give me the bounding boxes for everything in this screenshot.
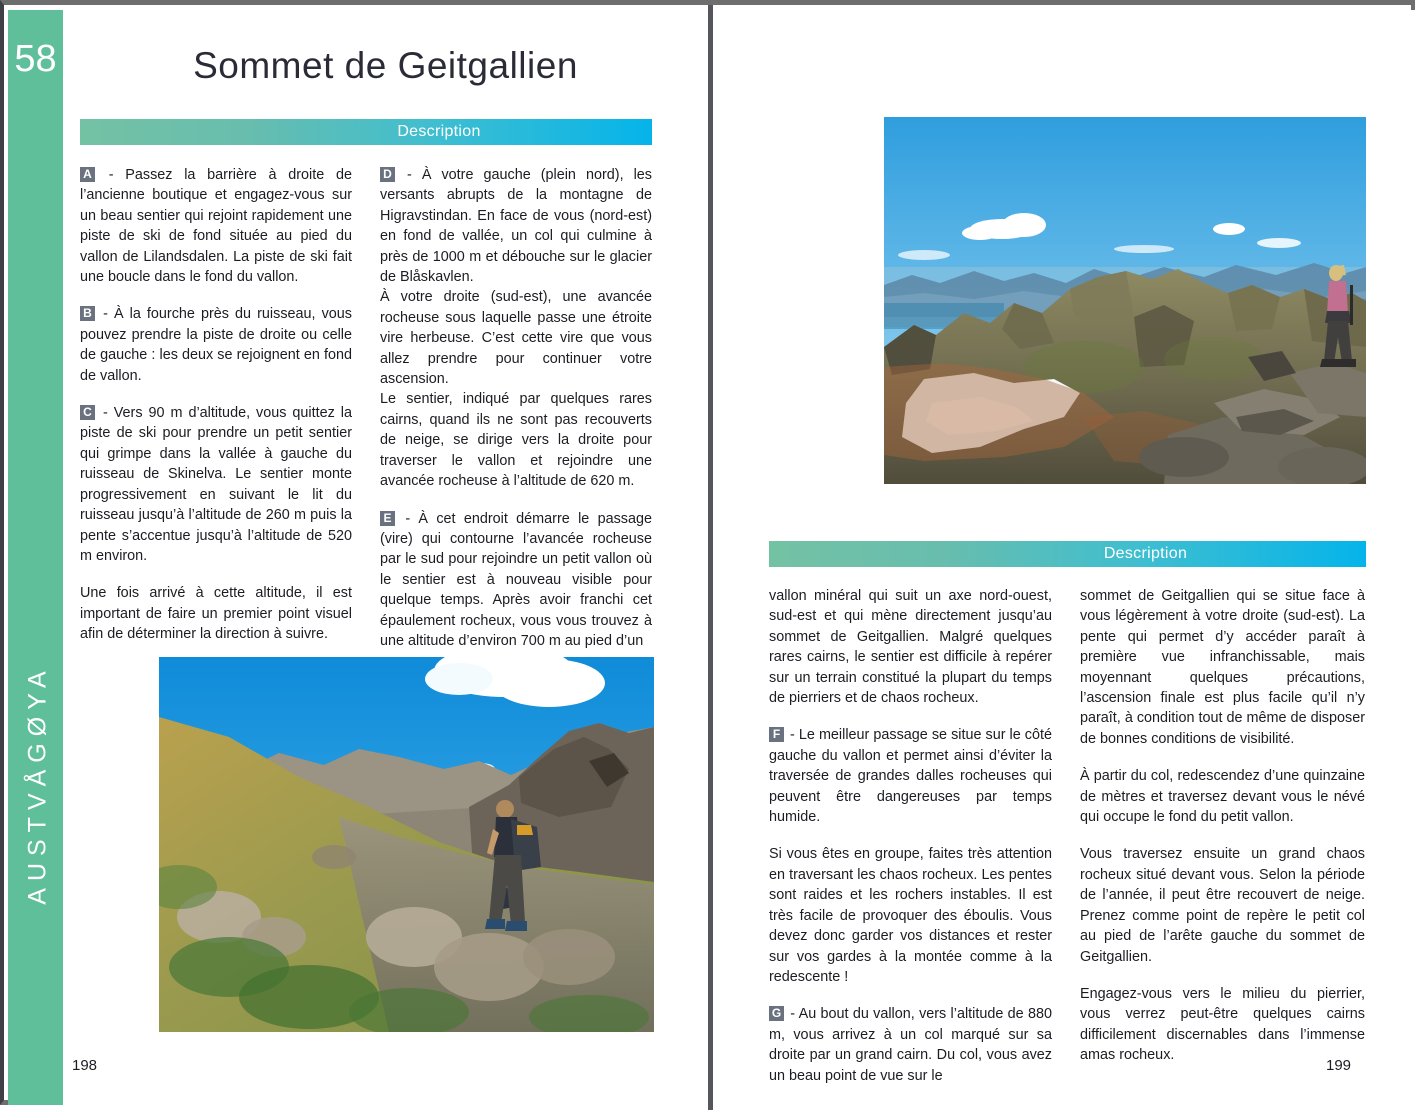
description-banner-right-label: Description	[1103, 545, 1188, 562]
description-banner-right	[769, 541, 1366, 567]
left-column-two	[380, 165, 652, 651]
paragraph-from-col: À partir du col, redescendez d’une quinzaine de mètres et traversez devant vous le névé qui occupe le fond du petit vallon.	[1080, 768, 1365, 826]
step-badge-f: F	[769, 727, 784, 742]
paragraph-c	[80, 403, 352, 566]
paragraph-g	[769, 1004, 1052, 1086]
description-banner-left-label: Description	[397, 123, 481, 140]
paragraph-b	[80, 304, 352, 386]
step-badge-a: A	[80, 167, 95, 182]
description-banner-left	[80, 119, 652, 145]
book-spine	[708, 5, 713, 1110]
paragraph-a	[80, 165, 352, 287]
paragraph-group-warning: Si vous êtes en groupe, faites très attention en traversant les chaos rocheux. Les pentes sont raides et les rochers instables. Il est très facile de provoquer des éboulis. Vous devez donc garder vos distances et rester sur vos gardes à la montée comme à la redescente !	[769, 846, 1052, 985]
paragraph-continued: vallon minéral qui suit un axe nord-ouest, sud-est et qui mène directement jusqu’au sommet de Geitgallien. Malgré quelques rares cairns, le sentier est difficile à repérer sur un terrain constitué la plupart du temps de pierriers et de chaos rocheux.	[769, 588, 1052, 707]
paragraph-e-text: - À cet endroit démarre le passage (vire) qui contourne l’avancée rocheuse par le sud pour rejoindre un petit vallon où le sentier est à nouveau visible pour quelque temps. Après avoir franchi cet épaulement rocheux, vous vous trouvez à une altitude d’environ 700 m au pied d’un	[380, 510, 652, 649]
paragraph-g-text: - Au bout du vallon, vers l’altitude de 880 m, vous arrivez à un col marqué sur sa droite par un grand cairn. Du col, vous avez un beau point de vue sur le	[769, 1006, 1052, 1084]
paragraph-chaos-rocheux: Vous traversez ensuite un grand chaos rocheux situé devant vous. Selon la période de l’année, il peut être recouvert de neige. Prenez comme point de repère le petit col au pied de l’arête gauche du sommet de Geitgallien.	[1080, 846, 1365, 965]
paragraph-pierrier: Engagez-vous vers le milieu du pierrier, vous verrez peut-être quelques cairns difficilement discernables dans l’immense amas rocheux.	[1080, 985, 1365, 1064]
photo-hiker-ascending-slope	[159, 657, 654, 1032]
folio-left: 198	[72, 1057, 98, 1074]
step-badge-c: C	[80, 405, 95, 420]
step-badge-d: D	[380, 167, 395, 182]
chapter-number: 58	[14, 38, 57, 80]
left-column-one	[80, 165, 352, 645]
page-title: Sommet de Geitgallien	[193, 45, 578, 86]
paragraph-summit-view: sommet de Geitgallien qui se situe face à vous légèrement à votre droite (sud-est). La pente qui permet d’y accéder paraît à première vue infranchissable, mais moyennant quelques précautions, l’ascension finale est plus facile qu’il n’y paraît, à condition tout de même de disposer de bonnes conditions de visibilité.	[1080, 588, 1365, 747]
step-badge-b: B	[80, 306, 95, 321]
right-column-one	[769, 586, 1052, 1086]
paragraph-a-text: - Passez la barrière à droite de l’ancienne boutique et engagez-vous sur un beau sentier qui rejoint rapidement une piste de ski de fond située au pied du vallon de Lilandsdalen. La piste de ski fait une boucle dans le fond du vallon.	[80, 167, 352, 286]
paragraph-e	[380, 509, 652, 652]
step-badge-g: G	[769, 1006, 784, 1021]
paragraph-d-text: - À votre gauche (plein nord), les versants abrupts de la montagne de Higravstindan. En face de vous (nord-est) en fond de vallée, un col qui culmine à près de 1000 m et débouche sur le glacier de Blåskavlen.	[380, 167, 652, 286]
region-label: AUSTVÅGØYA	[23, 664, 52, 905]
paragraph-f-text: - Le meilleur passage se situe sur le côté gauche du vallon et permet ainsi d’éviter la traversée de grandes dalles rocheuses qui peuvent être dangereuses par temps humide.	[769, 727, 1052, 826]
step-badge-e: E	[380, 511, 395, 526]
paragraph-d-third: Le sentier, indiqué par quelques rares cairns, quand ils ne sont pas recouverts de neige, se dirige vers la droite pour traverser le vallon et rejoindre une avancée rocheuse à l’altitude de 620 m.	[380, 391, 652, 490]
paragraph-d-second: À votre droite (sud-est), une avancée rocheuse sous laquelle passe une étroite vire herbeuse. C’est cette vire que vous allez prendre pour continuer votre ascension.	[380, 289, 652, 388]
paragraph-f	[769, 725, 1052, 827]
folio-right: 199	[1326, 1057, 1352, 1074]
paragraph-c-text: - Vers 90 m d’altitude, vous quittez la piste de ski pour prendre un petit sentier qui grimpe dans la vallée à gauche du ruisseau de Skinelva. Le sentier monte progressivement en suivant le lit du ruisseau jusqu’à l’altitude de 260 m puis la pente s’accentue jusqu’à l’altitude de 520 m environ.	[80, 405, 352, 564]
right-column-two	[1080, 586, 1365, 1066]
paragraph-b-text: - À la fourche près du ruisseau, vous pouvez prendre la piste de droite ou celle de gauche : les deux se rejoignent en fond de vallon.	[80, 306, 352, 384]
paragraph-d	[380, 165, 652, 287]
photo-summit-ridge-panorama	[884, 117, 1366, 484]
paragraph-visual-check: Une fois arrivé à cette altitude, il est important de faire un premier point visuel afin de déterminer la direction à suivre.	[80, 585, 352, 643]
